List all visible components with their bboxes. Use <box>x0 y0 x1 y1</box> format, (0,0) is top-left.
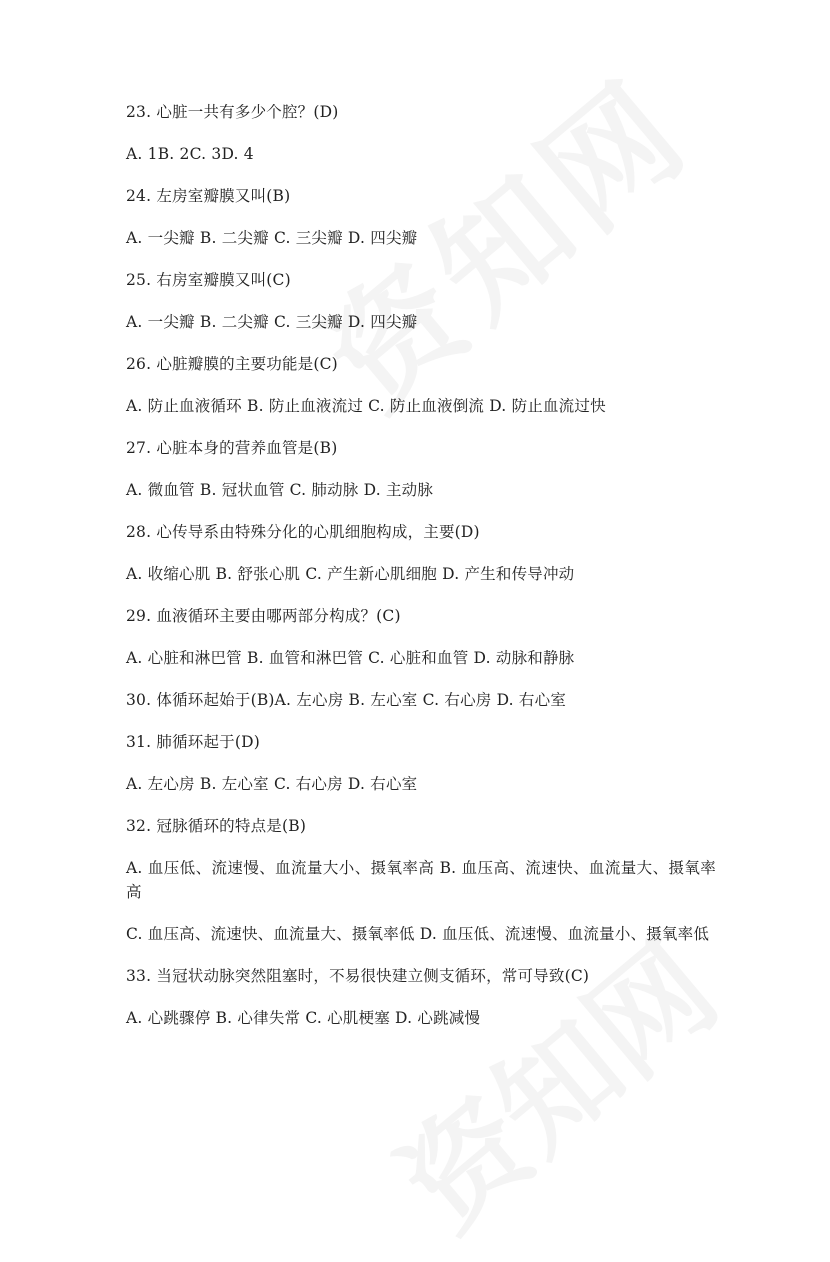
options-24: A. 一尖瓣 B. 二尖瓣 C. 三尖瓣 D. 四尖瓣 <box>126 229 418 247</box>
options-32-cd: C. 血压高、流速快、血流量大、摄氧率低 D. 血压低、流速慢、血流量小、摄氧率低 <box>126 925 710 943</box>
question-33: 33. 当冠状动脉突然阻塞时，不易很快建立侧支循环，常可导致(C) <box>126 967 590 985</box>
options-32-ab: A. 血压低、流速慢、血流量大小、摄氧率高 B. 血压高、流速快、血流量大、摄氧率高 <box>126 859 716 901</box>
question-32: 32. 冠脉循环的特点是(B) <box>126 817 307 835</box>
question-28: 28. 心传导系由特殊分化的心肌细胞构成，主要(D) <box>126 523 480 541</box>
question-24: 24. 左房室瓣膜又叫(B) <box>126 187 291 205</box>
question-29: 29. 血液循环主要由哪两部分构成？(C) <box>126 607 401 625</box>
options-31: A. 左心房 B. 左心室 C. 右心房 D. 右心室 <box>126 775 418 793</box>
options-26: A. 防止血液循环 B. 防止血液流过 C. 防止血液倒流 D. 防止血流过快 <box>126 397 606 415</box>
question-27: 27. 心脏本身的营养血管是(B) <box>126 439 338 457</box>
question-30: 30. 体循环起始于(B)A. 左心房 B. 左心室 C. 右心房 D. 右心室 <box>126 691 567 709</box>
options-27: A. 微血管 B. 冠状血管 C. 肺动脉 D. 主动脉 <box>126 481 434 499</box>
question-26: 26. 心脏瓣膜的主要功能是(C) <box>126 355 338 373</box>
document-body <box>126 100 716 1048</box>
options-28: A. 收缩心肌 B. 舒张心肌 C. 产生新心肌细胞 D. 产生和传导冲动 <box>126 565 575 583</box>
options-25: A. 一尖瓣 B. 二尖瓣 C. 三尖瓣 D. 四尖瓣 <box>126 313 418 331</box>
question-25: 25. 右房室瓣膜又叫(C) <box>126 271 291 289</box>
question-31: 31. 肺循环起于(D) <box>126 733 260 751</box>
options-29: A. 心脏和淋巴管 B. 血管和淋巴管 C. 心脏和血管 D. 动脉和静脉 <box>126 649 575 667</box>
options-33: A. 心跳骤停 B. 心律失常 C. 心肌梗塞 D. 心跳减慢 <box>126 1009 481 1027</box>
question-23: 23. 心脏一共有多少个腔？(D) <box>126 103 339 121</box>
options-23: A. 1B. 2C. 3D. 4 <box>126 145 254 163</box>
